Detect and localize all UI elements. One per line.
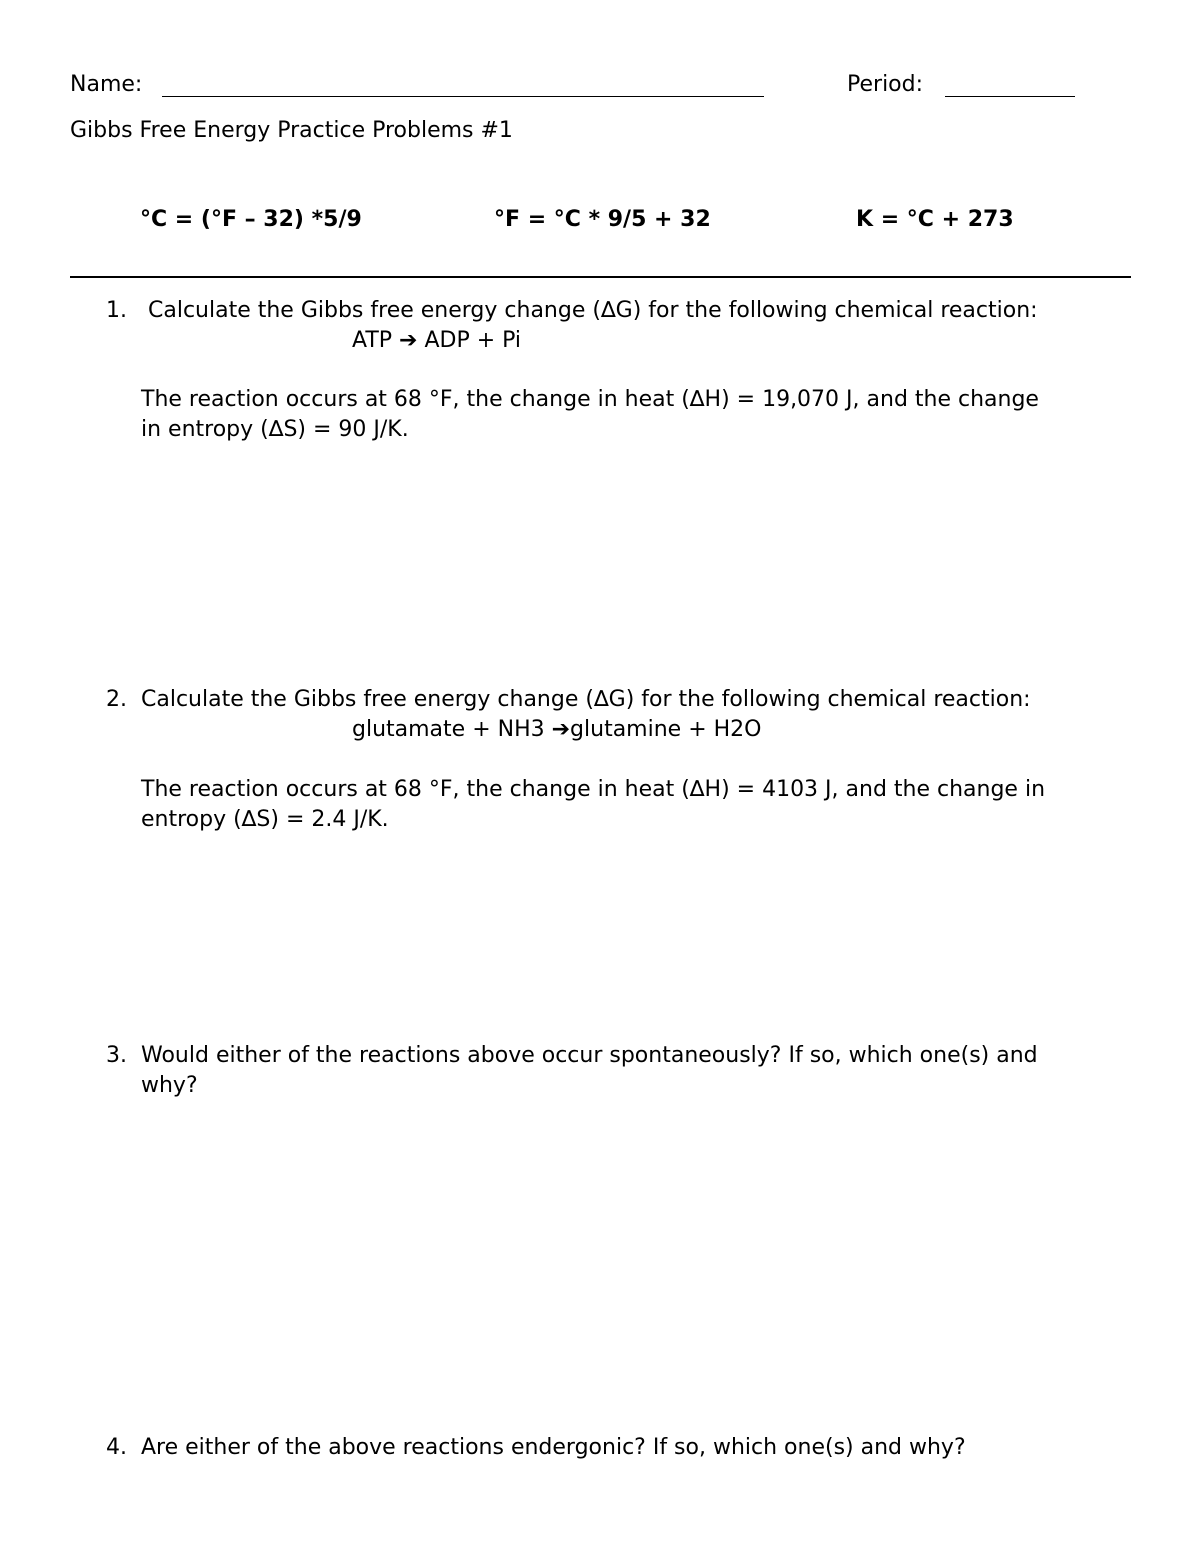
question-2-prompt: Calculate the Gibbs free energy change (∆G) for the following chemical reaction: (141, 687, 1031, 712)
question-2-conditions-line1: The reaction occurs at 68 °F, the change in heat (∆H) = 4103 J, and the change in (141, 777, 1046, 802)
question-3-prompt-line1: Would either of the reactions above occur spontaneously? If so, which one(s) and (141, 1043, 1038, 1068)
question-4-number: 4. (106, 1435, 127, 1460)
question-1-number: 1. (106, 298, 127, 323)
formula-fahrenheit: °F = °C * 9/5 + 32 (494, 207, 711, 232)
question-2-number: 2. (106, 687, 127, 712)
formula-celsius: °C = (°F – 32) *5/9 (140, 207, 362, 232)
period-label: Period: (847, 72, 924, 97)
question-1-prompt: Calculate the Gibbs free energy change (∆G) for the following chemical reaction: (148, 298, 1038, 323)
question-1-conditions-line1: The reaction occurs at 68 °F, the change in heat (∆H) = 19,070 J, and the change (141, 387, 1039, 412)
question-2-conditions-line2: entropy (∆S) = 2.4 J/K. (141, 807, 389, 832)
name-label: Name: (70, 72, 143, 97)
name-blank[interactable] (162, 96, 764, 97)
question-2-reaction: glutamate + NH3 ➔glutamine + H2O (352, 717, 762, 742)
divider-rule (70, 276, 1131, 278)
formula-kelvin: K = °C + 273 (856, 207, 1014, 232)
question-1-conditions-line2: in entropy (∆S) = 90 J/K. (141, 417, 409, 442)
worksheet-title: Gibbs Free Energy Practice Problems #1 (70, 118, 513, 143)
question-3-number: 3. (106, 1043, 127, 1068)
period-blank[interactable] (945, 96, 1075, 97)
question-4-prompt-line1: Are either of the above reactions endergonic? If so, which one(s) and why? (141, 1435, 966, 1460)
question-3-prompt-line2: why? (141, 1073, 198, 1098)
question-1-reaction: ATP ➔ ADP + Pi (352, 328, 522, 353)
